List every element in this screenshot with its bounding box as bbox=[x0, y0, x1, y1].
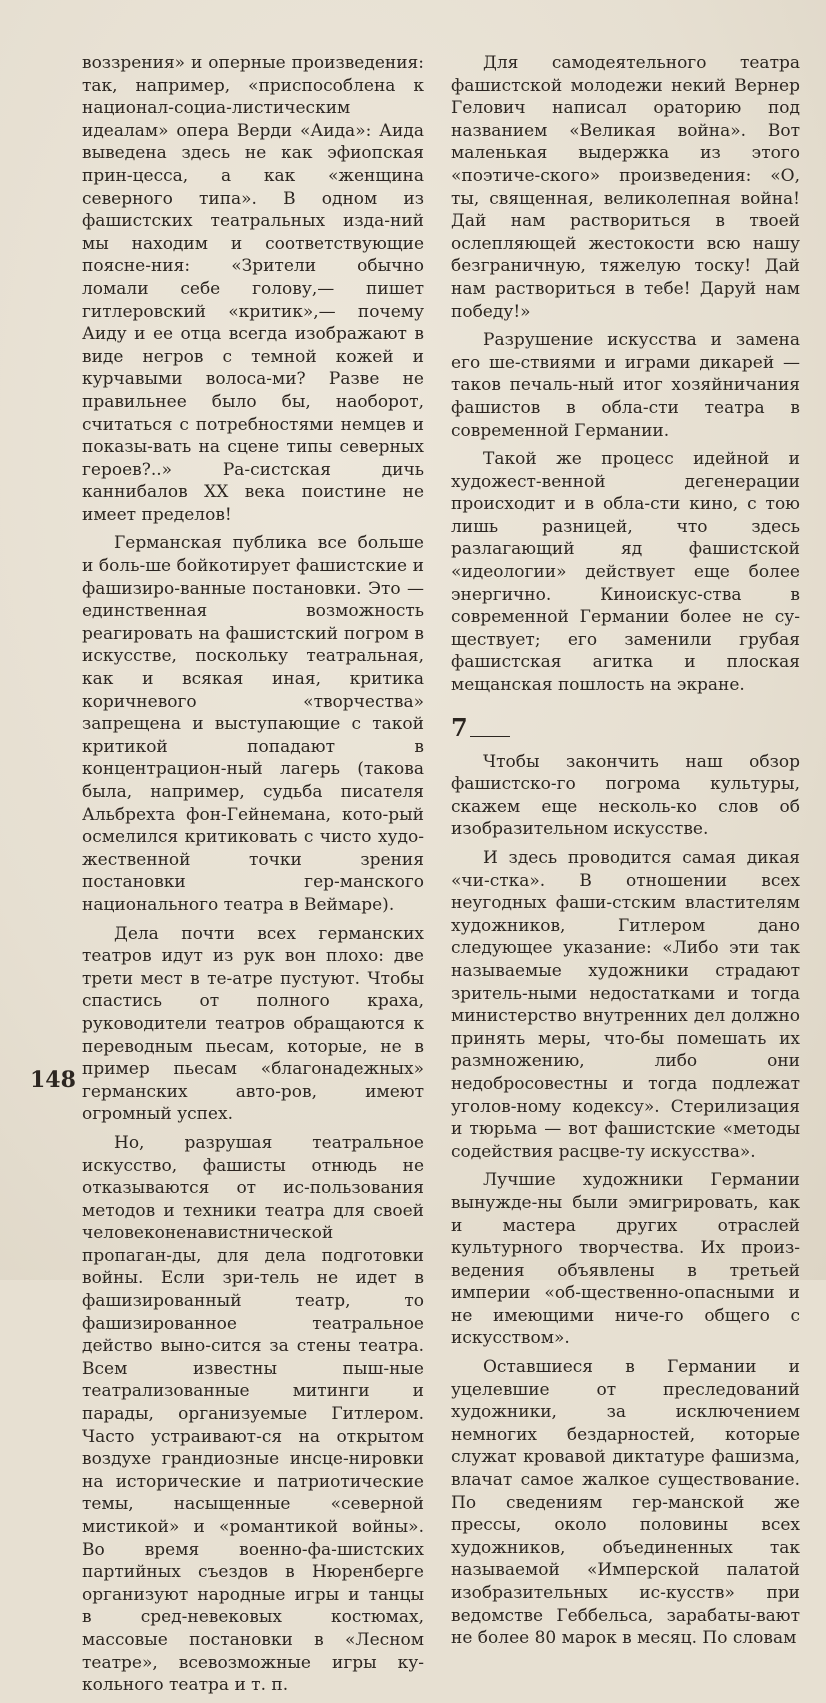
paragraph: Лучшие художники Германии вынужде-ны были эмигрировать, как и мастера других отраслей культурного творчества. Их произ-ведения объявлены в третьей империи «об-щественно-опасными и не имеющими ниче-го общего с искусством». bbox=[451, 1170, 800, 1349]
paragraph: Оставшиеся в Германии и уцелевшие от преследований художники, за исключением немногих бездарностей, которые служат кровавой диктатуре фашизма, влачат самое жалкое существование. По сведениям гер-манской же прессы, около половины всех художников, объединенных так называемой «Имперской палатой изобразительных ис-кусств» при ведомстве Геббельса, зарабаты-вают не более 80 марок в месяц. По словам bbox=[451, 1357, 800, 1649]
paragraph: Для самодеятельного театра фашистской молодежи некий Вернер Гелович написал ораторию под названием «Великая война». Вот маленькая выдержка из этого «поэтиче-ского» произведения: «О, ты, священная, великолепная война! Дай нам раствориться в твоей ослепляющей жестокости всю нашу безграничную, тяжелую тоску! Дай нам раствориться в тебе! Даруй нам победу!» bbox=[451, 53, 800, 322]
right-column bbox=[451, 52, 800, 1656]
section-rule bbox=[470, 736, 510, 737]
paragraph: Дела почти всех германских театров идут из рук вон плохо: две трети мест в те-атре пустуют. Чтобы спастись от полного краха, руководители театров обращаются к переводным пьесам, которые, не в пример пьесам «благонадежных» германских авто-ров, имеют огромный успех. bbox=[82, 923, 424, 1125]
paragraph: Но, разрушая театральное искусство, фашисты отнюдь не отказываются от ис-пользования методов и техники театра для своей человеконенавистнической пропаган-ды, для дела подготовки войны. Если зри-тель не идет в фашизированный театр, то фашизированное театральное действо выно-сится за стены театра. Всем известны пыш-ные театрализованные митинги и парады, организуемые Гитлером. Часто устраивают-ся на открытом воздухе грандиозные инсце-нировки на исторические и патриотические темы, насыщенные «северной мистикой» и «романтикой войны». Во время военно-фа-шистских партийных съездов в Нюренберге организуют народные игры и танцы в сред-невековых костюмах, массовые постановки в «Лесном театре», всевозможные игры ку-кольного театра и т. п. bbox=[82, 1132, 424, 1696]
paragraph: И здесь проводится самая дикая «чи-стка». В отношении всех неугодных фаши-стским властителям художников, Гитлером дано следующее указание: «Либо эти так называемые художники страдают зритель-ными недостатками и тогда министерство внутренних дел должно принять меры, что-бы помешать их размножению, либо они недобросовестны и тогда подлежат уголов-ному кодексу». Стерилизация и тюрьма — вот фашистские «методы содействия расцве-ту искусства». bbox=[451, 848, 800, 1162]
paragraph: воззрения» и оперные произведения: так, например, «приспособлена к национал-социа-листическим идеалам» опера Верди «Аида»: Аида выведена здесь не как эфиопская прин-цесса, а как «женщина северного типа». В одном из фашистских театральных изда-ний мы находим и соответствующие поясне-ния: «Зрители обычно ломали себе голову,— пишет гитлеровский «критик»,— почему Аиду и ее отца всегда изображают в виде негров с темной кожей и курчавыми волоса-ми? Разве не правильнее было бы, наоборот, считаться с потребностями немцев и показы-вать на сцене типы северных героев?..» Ра-систская дичь каннибалов XX века поистине не имеет пределов! bbox=[82, 53, 424, 525]
section-heading bbox=[451, 711, 800, 741]
left-column bbox=[82, 52, 424, 1703]
section-number: 7 bbox=[451, 712, 468, 742]
paragraph: Чтобы закончить наш обзор фашистско-го погрома культуры, скажем еще несколь-ко слов об изобразительном искусстве. bbox=[451, 751, 800, 840]
paragraph: Такой же процесс идейной и художест-венной дегенерации происходит и в обла-сти кино, с тою лишь разницей, что здесь разлагающий яд фашистской «идеологии» действует еще более энергично. Киноискус-ства в современной Германии более не су-ществует; его заменили грубая фашистская агитка и плоская мещанская пошлость на экране. bbox=[451, 449, 800, 696]
paragraph: Разрушение искусства и замена его ше-ствиями и играми дикарей — таков печаль-ный итог хозяйничания фашистов в обла-сти театра в современной Германии. bbox=[451, 330, 800, 441]
page-number: 148 bbox=[30, 1067, 76, 1093]
paragraph: Германская публика все больше и боль-ше бойкотирует фашистские и фашизиро-ванные постановки. Это — единственная возможность реагировать на фашистский погром в искусстве, поскольку театральная, как и всякая иная, критика коричневого «творчества» запрещена и выступающие с такой критикой попадают в концентрацион-ный лагерь (такова была, например, судьба писателя Альбрехта фон-Гейнемана, кото-рый осмелился критиковать с чисто худо-жественной точки зрения постановки гер-манского национального театра в Веймаре). bbox=[82, 533, 424, 915]
